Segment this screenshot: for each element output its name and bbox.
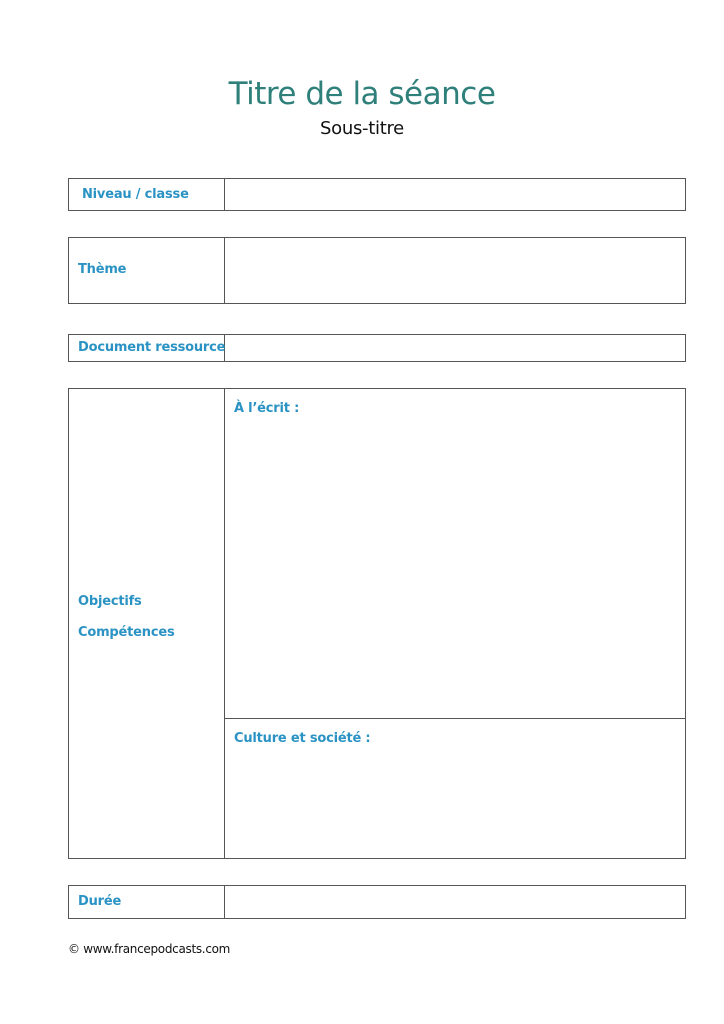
objectives-row [68,388,686,859]
written-section[interactable] [225,389,685,718]
resource-field[interactable] [225,335,685,361]
duration-label-cell [69,886,225,918]
resource-label-cell [69,335,225,361]
duration-field[interactable] [225,886,685,918]
competences-label: Compétences [78,625,175,640]
objectives-content [225,389,685,858]
theme-label: Thème [78,262,127,277]
resource-label: Document ressource [78,340,226,355]
culture-label: Culture et société : [234,731,371,746]
theme-field[interactable] [225,238,685,303]
duration-label: Durée [78,894,122,909]
page-title: Titre de la séance [228,76,496,112]
page-subtitle: Sous-titre [320,118,404,139]
level-label: Niveau / classe [82,187,189,202]
level-field[interactable] [225,179,685,210]
culture-section[interactable] [225,719,685,858]
objectives-label-cell [69,389,225,858]
level-label-cell [69,179,225,210]
resource-row [68,334,686,362]
objectives-label: Objectifs [78,594,142,609]
duration-row [68,885,686,919]
footer-copyright: © www.francepodcasts.com [68,942,231,956]
level-row [68,178,686,211]
written-label: À l’écrit : [234,401,300,416]
theme-label-cell [69,238,225,303]
theme-row [68,237,686,304]
